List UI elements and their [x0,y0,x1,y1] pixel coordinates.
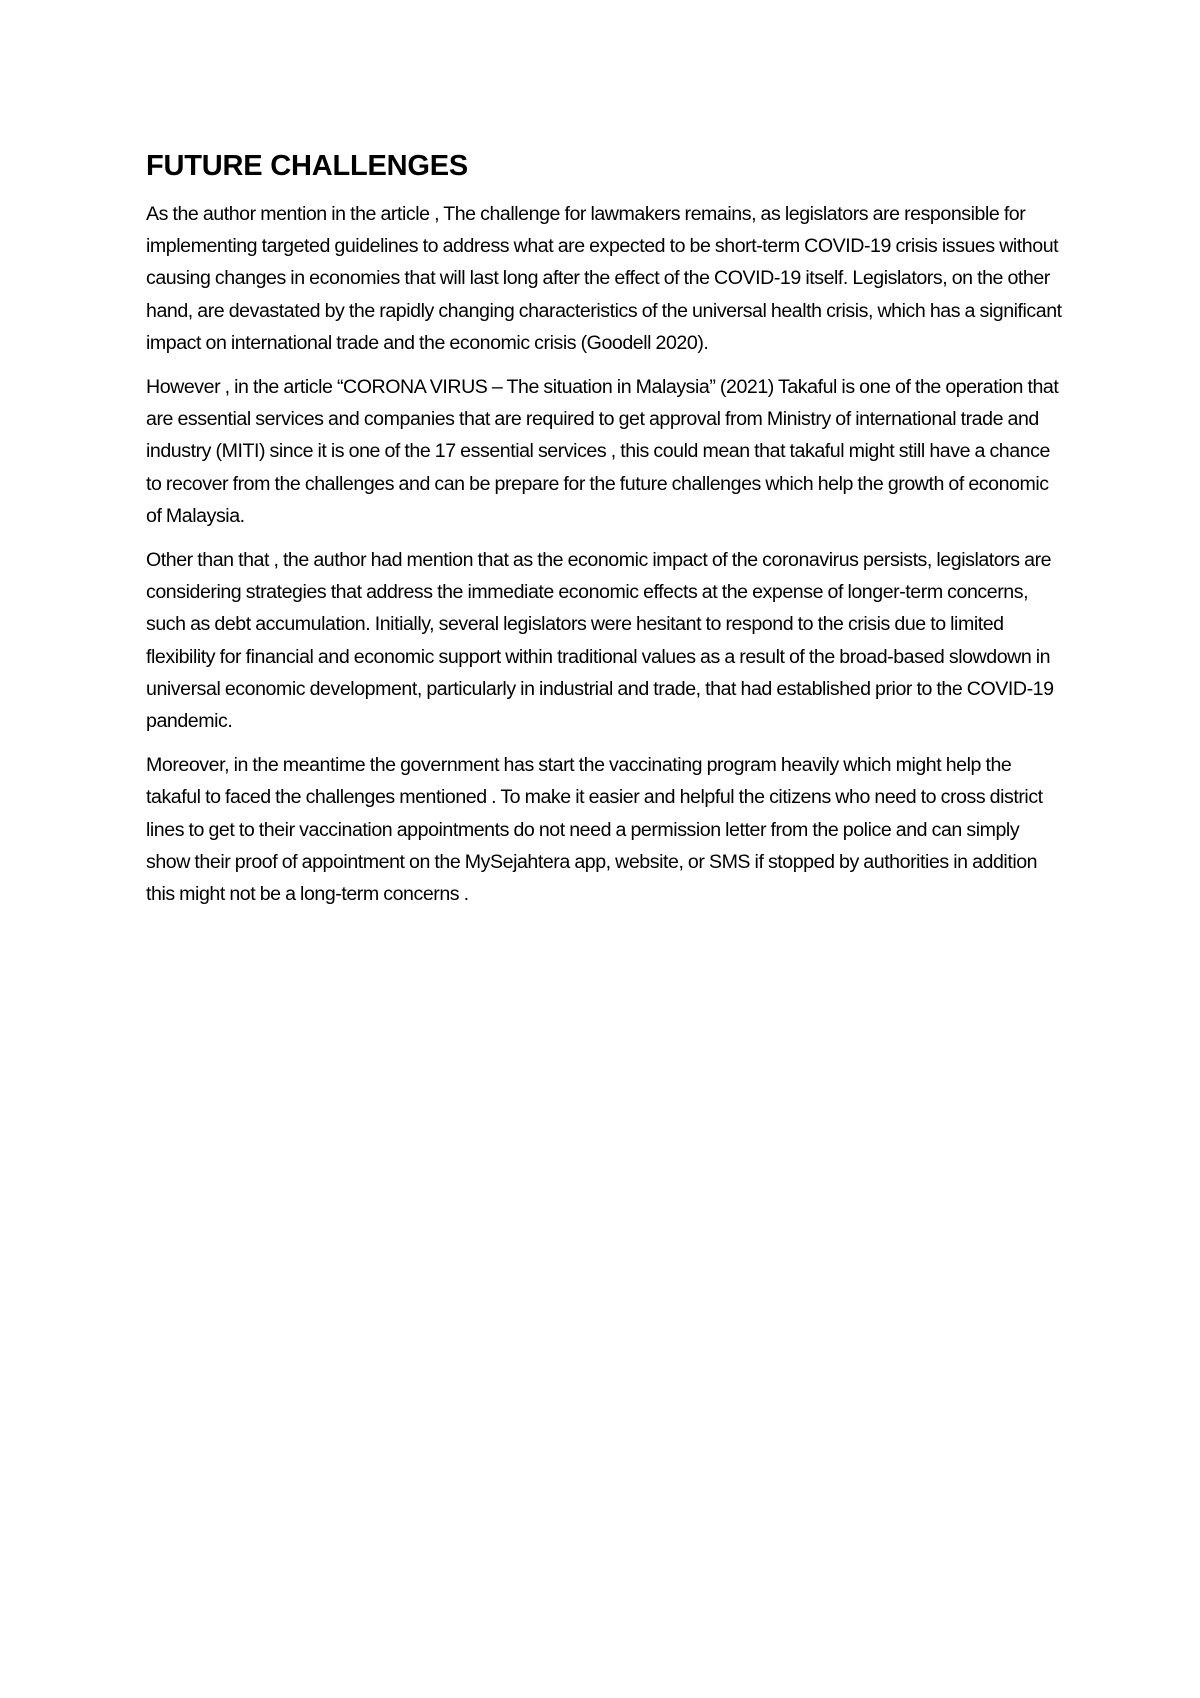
document-body [146,148,1066,922]
paragraph-3: Other than that , the author had mention that as the economic impact of the coronavirus persists, legislators are considering strategies that address the immediate economic effects at the expense of longer-term concerns, such as debt accumulation. Initially, several legislators were hesitant to respond to the crisis due to limited flexibility for financial and economic support within traditional values as a result of the broad-based slowdown in universal economic development, particularly in industrial and trade, that had established prior to the COVID-19 pandemic. [146,549,1054,733]
paragraph-1: As the author mention in the article , The challenge for lawmakers remains, as legislators are responsible for implementing targeted guidelines to address what are expected to be short-term COVID-19 crisis issues without causing changes in economies that will last long after the effect of the COVID-19 itself. Legislators, on the other hand, are devastated by the rapidly changing characteristics of the universal health crisis, which has a significant impact on international trade and the economic crisis (Goodell 2020). [146,203,1062,354]
paragraph-2: However , in the article “CORONA VIRUS – The situation in Malaysia” (2021) Takaful is one of the operation that are essential services and companies that are required to get approval from Ministry of international trade and industry (MITI) since it is one of the 17 essential services , this could mean that takaful might still have a chance to recover from the challenges and can be prepare for the future challenges which help the growth of economic of Malaysia. [146,376,1059,527]
paragraph-4: Moreover, in the meantime the government has start the vaccinating program heavily which might help the takaful to faced the challenges mentioned . To make it easier and helpful the citizens who need to cross district lines to get to their vaccination appointments do not need a permission letter from the police and can simply show their proof of appointment on the MySejahtera app, website, or SMS if stopped by authorities in addition this might not be a long-term concerns . [146,754,1043,906]
page-title: FUTURE CHALLENGES [146,150,469,182]
